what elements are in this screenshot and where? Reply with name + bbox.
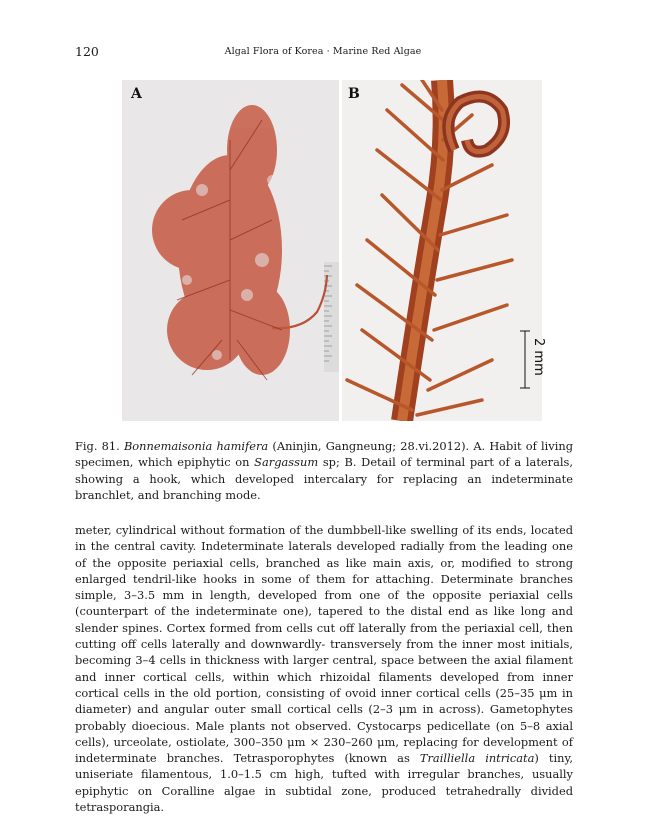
panel-a-label: A <box>131 86 142 102</box>
caption-fig-label: Fig. 81. <box>75 439 120 453</box>
alga-thallus <box>152 105 290 375</box>
body-text <box>75 522 573 815</box>
page-number: 120 <box>75 44 99 59</box>
body-synonym: Trailliella intricata <box>419 751 535 766</box>
caption-locality: (Aninjin, Gangneung; 28.vi.2012). A. Habit of living specimen, which epiphytic on <box>75 439 573 470</box>
detail-illustration <box>342 80 542 421</box>
panel-a-photo <box>122 80 339 421</box>
body-part2: ) tiny, uniseriate filamentous, 1.0–1.5 cm high, tufted with irregular branches, usually epiphytic on Coralline algae in subtidal zone, produced tetrahedrally divided tetrasporangia. <box>75 751 573 815</box>
scale-bar-label: 2 mm <box>531 338 546 376</box>
panel-b-photo <box>342 80 542 421</box>
running-title: Algal Flora of Korea · Marine Red Algae <box>224 46 422 57</box>
caption-species: Bonnemaisonia hamifera <box>123 439 269 453</box>
figure-81 <box>122 80 546 421</box>
figure-caption <box>75 438 573 503</box>
body-part1: meter, cylindrical without formation of the dumbbell-like swelling of its ends, located in the central cavity. Indeterminate laterals developed radially from the leading one of the opposite periaxial cells, branched as like main axis, or, modified to strong enlarged tendril-like hooks in some of them for attaching. Determinate branches simple, 3–3.5 mm in length, developed from one of the opposite periaxial cells (counterpart of the indeterminate one), tapered to the distal end as like long and slender spines. Cortex formed from cells cut off laterally from the periaxial cell, then cutting off cells laterally and downwardly- transversely from the inner most initials, becoming 3–4 cells in thickness with larger central, space between the axial filament and inner cortical cells, within which rhizoidal filaments developed from inner cortical cells in the old portion, consisting of ovoid inner cortical cells (25–35 μm in diameter) and angular outer small cortical cells (2–3 μm in across). Gametophytes probably dioecious. Male plants not observed. Cystocarps pedicellate (on 5–8 axial cells), urceolate, ostiolate, 300–350 μm × 230–260 μm, replacing for development of indeterminate branches. Tetrasporophytes (known as <box>75 523 573 766</box>
caption-rest: sp; B. Detail of terminal part of a laterals, showing a hook, which developed intercalary for replacing an indeterminate branchlet, and branching mode. <box>75 455 574 502</box>
caption-host: Sargassum <box>254 455 319 470</box>
panel-b-label: B <box>348 86 360 102</box>
habit-illustration <box>122 80 339 421</box>
